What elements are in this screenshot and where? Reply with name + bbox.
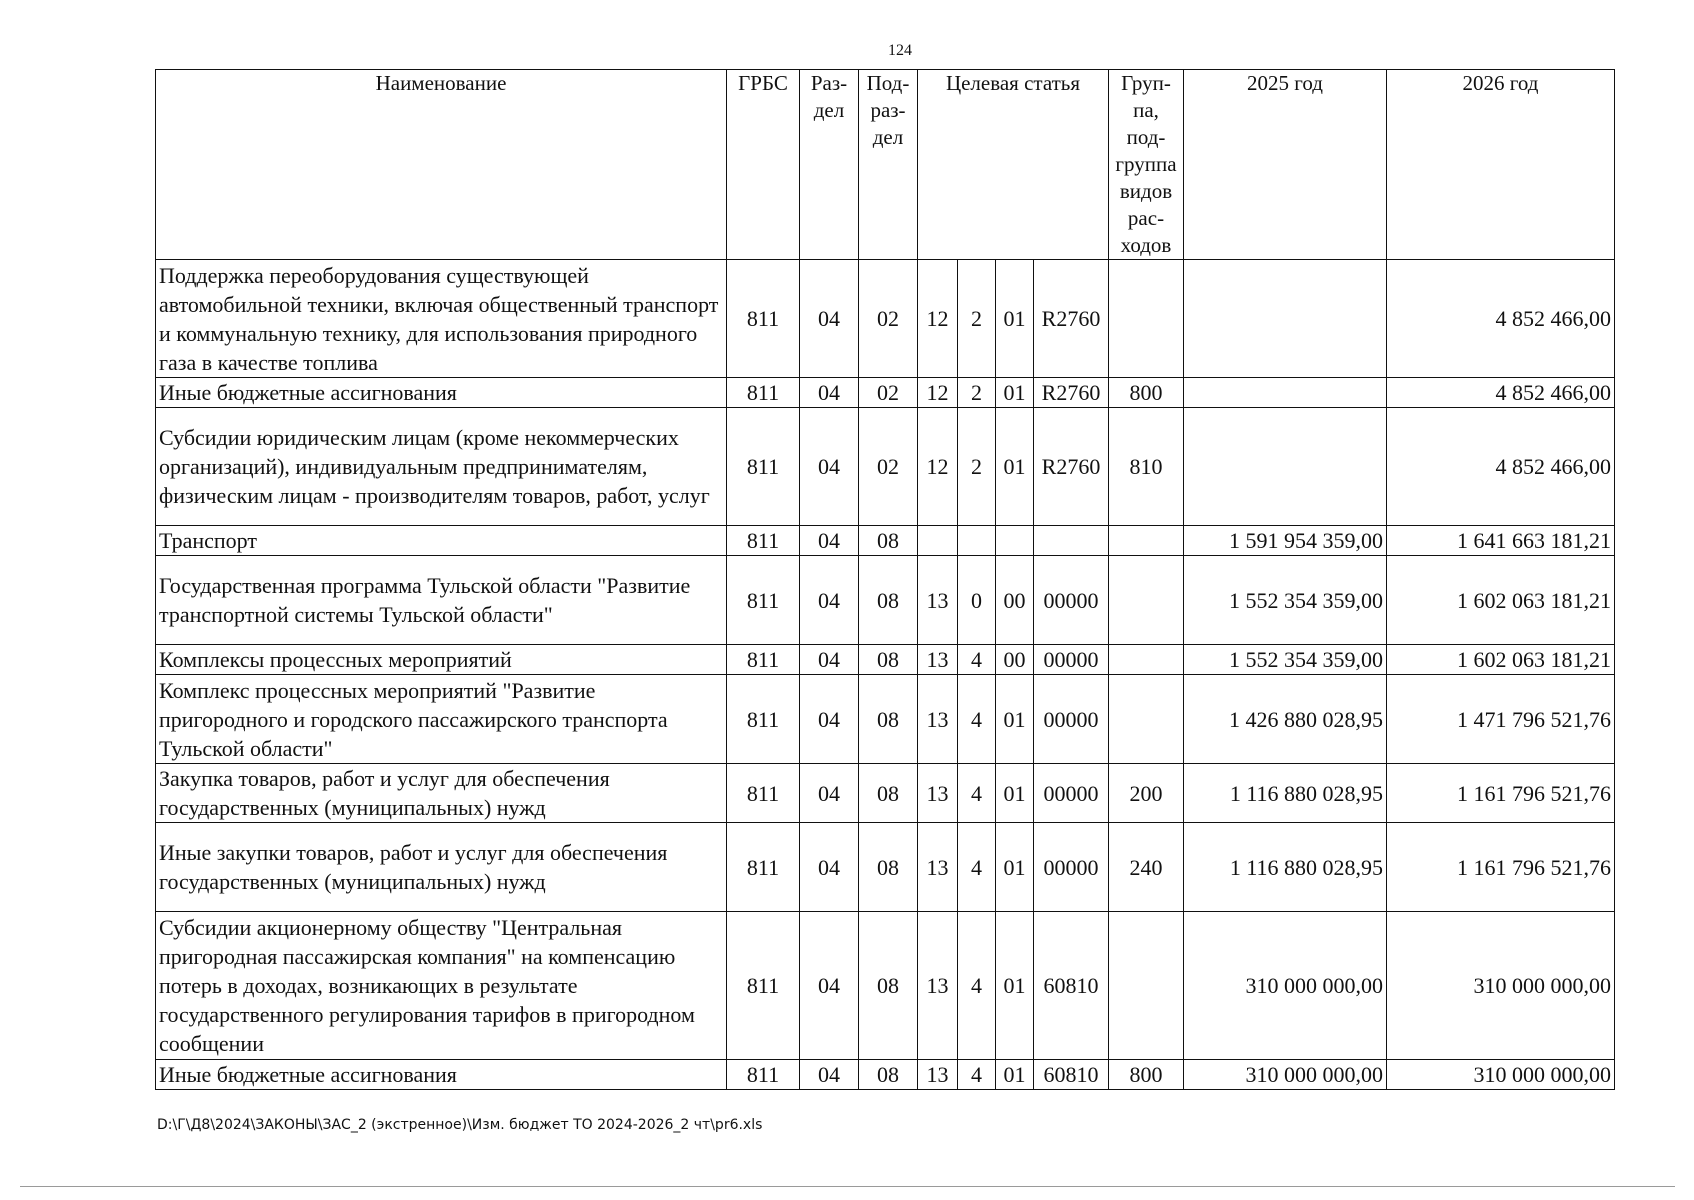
- cell-t3: 01: [996, 378, 1034, 408]
- cell-name: Транспорт: [156, 526, 727, 556]
- budget-table: [155, 69, 1615, 1090]
- cell-t3: 01: [996, 260, 1034, 378]
- cell-grbs: 811: [727, 645, 800, 675]
- file-path: D:\Г\Д8\2024\ЗАКОНЫ\ЗАС_2 (экстренное)\Изм. бюджет ТО 2024-2026_2 чт\pr6.xls: [157, 1117, 763, 1133]
- cell-razdel: 04: [800, 1060, 859, 1090]
- cell-razdel: 04: [800, 645, 859, 675]
- cell-t1: 12: [918, 378, 958, 408]
- header-group: Груп- па, под- группа видов рас- ходов: [1109, 70, 1184, 260]
- cell-y2025: 310 000 000,00: [1184, 1060, 1387, 1090]
- cell-group: [1109, 556, 1184, 645]
- cell-group: [1109, 645, 1184, 675]
- cell-podrazdel: 08: [859, 764, 918, 823]
- cell-razdel: 04: [800, 408, 859, 526]
- cell-podrazdel: 02: [859, 378, 918, 408]
- cell-t4: R2760: [1034, 408, 1109, 526]
- cell-razdel: 04: [800, 378, 859, 408]
- cell-y2026: 4 852 466,00: [1387, 408, 1615, 526]
- table-row: [156, 408, 1615, 526]
- cell-group: [1109, 912, 1184, 1060]
- cell-y2025: 1 552 354 359,00: [1184, 556, 1387, 645]
- page-number: 124: [888, 42, 912, 59]
- cell-name: Субсидии акционерному обществу "Центральная пригородная пассажирская компания" на компенсацию потерь в доходах, возникающих в результате государственного регулирования тарифов в пригородном сообщении: [156, 912, 727, 1060]
- cell-grbs: 811: [727, 526, 800, 556]
- cell-razdel: 04: [800, 823, 859, 912]
- cell-t4: 60810: [1034, 1060, 1109, 1090]
- cell-razdel: 04: [800, 556, 859, 645]
- cell-t1: 13: [918, 1060, 958, 1090]
- cell-razdel: 04: [800, 912, 859, 1060]
- table-row: [156, 260, 1615, 378]
- cell-t1: 13: [918, 675, 958, 764]
- cell-y2026: 4 852 466,00: [1387, 260, 1615, 378]
- cell-razdel: 04: [800, 675, 859, 764]
- cell-y2026: 1 602 063 181,21: [1387, 556, 1615, 645]
- cell-razdel: 04: [800, 526, 859, 556]
- cell-t2: 2: [958, 378, 996, 408]
- cell-grbs: 811: [727, 912, 800, 1060]
- cell-y2025: [1184, 408, 1387, 526]
- cell-grbs: 811: [727, 260, 800, 378]
- table-row: [156, 645, 1615, 675]
- header-target: Целевая статья: [918, 70, 1109, 260]
- cell-group: 800: [1109, 378, 1184, 408]
- cell-grbs: 811: [727, 408, 800, 526]
- table-row: [156, 526, 1615, 556]
- cell-t2: 2: [958, 408, 996, 526]
- cell-y2026: 1 602 063 181,21: [1387, 645, 1615, 675]
- cell-t3: 01: [996, 408, 1034, 526]
- cell-name: Иные закупки товаров, работ и услуг для обеспечения государственных (муниципальных) нужд: [156, 823, 727, 912]
- cell-t4: 60810: [1034, 912, 1109, 1060]
- cell-podrazdel: 02: [859, 408, 918, 526]
- cell-y2025: 1 116 880 028,95: [1184, 764, 1387, 823]
- cell-y2026: 1 161 796 521,76: [1387, 823, 1615, 912]
- cell-y2026: 1 641 663 181,21: [1387, 526, 1615, 556]
- cell-grbs: 811: [727, 675, 800, 764]
- cell-t4: R2760: [1034, 378, 1109, 408]
- cell-t2: 4: [958, 823, 996, 912]
- cell-t2: 4: [958, 645, 996, 675]
- table-row: [156, 378, 1615, 408]
- cell-t1: 13: [918, 823, 958, 912]
- cell-name: Закупка товаров, работ и услуг для обеспечения государственных (муниципальных) нужд: [156, 764, 727, 823]
- cell-t3: 01: [996, 912, 1034, 1060]
- header-2026: 2026 год: [1387, 70, 1615, 260]
- table-row: [156, 556, 1615, 645]
- cell-t2: [958, 526, 996, 556]
- cell-t2: 4: [958, 912, 996, 1060]
- cell-t1: [918, 526, 958, 556]
- cell-y2026: 4 852 466,00: [1387, 378, 1615, 408]
- table-row: [156, 764, 1615, 823]
- table-row: [156, 823, 1615, 912]
- cell-group: [1109, 675, 1184, 764]
- cell-y2026: 1 471 796 521,76: [1387, 675, 1615, 764]
- cell-t1: 12: [918, 260, 958, 378]
- cell-t4: [1034, 526, 1109, 556]
- cell-t3: 01: [996, 823, 1034, 912]
- bottom-divider: [20, 1186, 1675, 1187]
- cell-t2: 2: [958, 260, 996, 378]
- cell-y2025: 1 116 880 028,95: [1184, 823, 1387, 912]
- cell-group: 810: [1109, 408, 1184, 526]
- cell-name: Иные бюджетные ассигнования: [156, 378, 727, 408]
- cell-t2: 4: [958, 764, 996, 823]
- cell-grbs: 811: [727, 556, 800, 645]
- cell-y2025: 310 000 000,00: [1184, 912, 1387, 1060]
- cell-razdel: 04: [800, 764, 859, 823]
- cell-name: Иные бюджетные ассигнования: [156, 1060, 727, 1090]
- cell-group: 200: [1109, 764, 1184, 823]
- header-row: [156, 70, 1615, 260]
- cell-podrazdel: 08: [859, 645, 918, 675]
- cell-t1: 12: [918, 408, 958, 526]
- cell-name: Государственная программа Тульской области "Развитие транспортной системы Тульской области": [156, 556, 727, 645]
- cell-t3: 01: [996, 1060, 1034, 1090]
- cell-name: Комплексы процессных мероприятий: [156, 645, 727, 675]
- cell-t4: R2760: [1034, 260, 1109, 378]
- cell-podrazdel: 08: [859, 556, 918, 645]
- cell-grbs: 811: [727, 1060, 800, 1090]
- cell-name: Комплекс процессных мероприятий "Развитие пригородного и городского пассажирского транспорта Тульской области": [156, 675, 727, 764]
- cell-podrazdel: 08: [859, 823, 918, 912]
- cell-t4: 00000: [1034, 675, 1109, 764]
- cell-y2025: 1 426 880 028,95: [1184, 675, 1387, 764]
- cell-y2026: 310 000 000,00: [1387, 1060, 1615, 1090]
- cell-t1: 13: [918, 556, 958, 645]
- cell-y2026: 310 000 000,00: [1387, 912, 1615, 1060]
- table-row: [156, 912, 1615, 1060]
- cell-grbs: 811: [727, 823, 800, 912]
- cell-grbs: 811: [727, 764, 800, 823]
- cell-podrazdel: 08: [859, 912, 918, 1060]
- cell-y2025: 1 591 954 359,00: [1184, 526, 1387, 556]
- cell-t2: 4: [958, 675, 996, 764]
- header-razdel: Раз- дел: [800, 70, 859, 260]
- cell-t2: 0: [958, 556, 996, 645]
- cell-t1: 13: [918, 764, 958, 823]
- cell-y2026: 1 161 796 521,76: [1387, 764, 1615, 823]
- header-podrazdel: Под- раз- дел: [859, 70, 918, 260]
- cell-podrazdel: 02: [859, 260, 918, 378]
- cell-t3: 01: [996, 764, 1034, 823]
- cell-podrazdel: 08: [859, 1060, 918, 1090]
- header-name: Наименование: [156, 70, 727, 260]
- cell-razdel: 04: [800, 260, 859, 378]
- header-grbs: ГРБС: [727, 70, 800, 260]
- cell-t3: 00: [996, 645, 1034, 675]
- cell-name: Поддержка переоборудования существующей автомобильной техники, включая общественный транспорт и коммунальную технику, для использования природного газа в качестве топлива: [156, 260, 727, 378]
- cell-t3: [996, 526, 1034, 556]
- cell-t4: 00000: [1034, 764, 1109, 823]
- header-2025: 2025 год: [1184, 70, 1387, 260]
- cell-group: 240: [1109, 823, 1184, 912]
- table-row: [156, 1060, 1615, 1090]
- cell-group: 800: [1109, 1060, 1184, 1090]
- cell-group: [1109, 526, 1184, 556]
- cell-podrazdel: 08: [859, 675, 918, 764]
- cell-t4: 00000: [1034, 556, 1109, 645]
- cell-t1: 13: [918, 645, 958, 675]
- cell-group: [1109, 260, 1184, 378]
- cell-podrazdel: 08: [859, 526, 918, 556]
- cell-t3: 01: [996, 675, 1034, 764]
- cell-y2025: 1 552 354 359,00: [1184, 645, 1387, 675]
- cell-t3: 00: [996, 556, 1034, 645]
- cell-y2025: [1184, 260, 1387, 378]
- cell-t4: 00000: [1034, 645, 1109, 675]
- cell-name: Субсидии юридическим лицам (кроме некоммерческих организаций), индивидуальным предпринимателям, физическим лицам - производителям товаров, работ, услуг: [156, 408, 727, 526]
- cell-y2025: [1184, 378, 1387, 408]
- cell-t2: 4: [958, 1060, 996, 1090]
- cell-t4: 00000: [1034, 823, 1109, 912]
- table-row: [156, 675, 1615, 764]
- cell-t1: 13: [918, 912, 958, 1060]
- cell-grbs: 811: [727, 378, 800, 408]
